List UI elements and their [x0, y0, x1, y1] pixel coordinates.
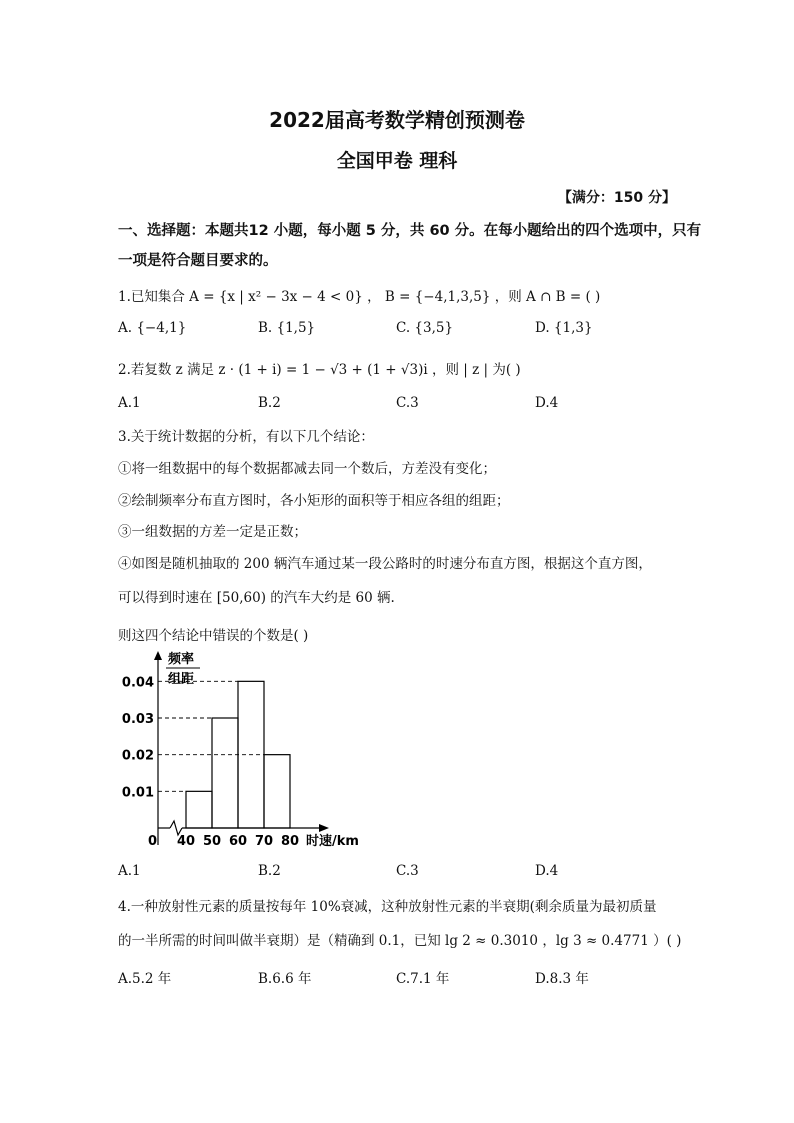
q4-option-c: C.7.1 年	[396, 971, 450, 987]
full-score: 【满分：150 分】	[557, 190, 676, 206]
y-tick-label-0.02: 0.02	[121, 748, 154, 764]
histogram-bar-50-60	[212, 718, 238, 828]
q3-item-3: ③一组数据的方差一定是正数；	[118, 524, 307, 540]
x-tick-label-70: 70	[254, 834, 274, 849]
y-axis-arrow	[154, 651, 162, 660]
y-label-top: 频率	[168, 652, 195, 667]
paper-title: 2022届高考数学精创预测卷	[269, 108, 525, 132]
origin-label: 0	[148, 834, 158, 849]
y-label-bottom: 组距	[168, 672, 195, 687]
x-tick-label-50: 50	[202, 834, 222, 849]
q1-option-a: A. {−4,1}	[118, 320, 187, 336]
q2-option-b: B.2	[258, 395, 281, 411]
q3-item-1: ①将一组数据中的每个数据都减去同一个数后，方差没有变化；	[118, 461, 496, 477]
q2-stem: 2.若复数 z 满足 z · (1 + i) = 1 − √3 + (1 + √3)i ，则 | z | 为( )	[118, 362, 521, 378]
q3-option-c: C.3	[396, 863, 419, 879]
speed-histogram	[110, 645, 370, 855]
q2-option-c: C.3	[396, 395, 419, 411]
q4-stem-line2: 的一半所需的时间叫做半衰期）是（精确到 0.1，已知 lg 2 ≈ 0.3010 ，lg 3 ≈ 0.4771 ）( )	[118, 933, 682, 949]
q4-option-d: D.8.3 年	[535, 971, 589, 987]
q3-item-2: ②绘制频率分布直方图时，各小矩形的面积等于相应各组的组距；	[118, 493, 510, 509]
paper-subtitle: 全国甲卷 理科	[336, 150, 458, 172]
q3-option-b: B.2	[258, 863, 281, 879]
q4-option-b: B.6.6 年	[258, 971, 312, 987]
q2-option-d: D.4	[535, 395, 559, 411]
q3-ask: 则这四个结论中错误的个数是( )	[118, 628, 309, 644]
histogram-bar-40-50	[186, 791, 212, 828]
axis-break-mark	[170, 821, 182, 835]
q4-option-a: A.5.2 年	[118, 971, 172, 987]
y-tick-label-0.03: 0.03	[121, 712, 154, 727]
q4-stem-line1: 4.一种放射性元素的质量按每年 10%衰减，这种放射性元素的半衰期(剩余质量为最初质量	[118, 899, 657, 915]
section-1-heading-line2: 一项是符合题目要求的。	[118, 253, 278, 269]
q3-option-a: A.1	[118, 863, 141, 879]
section-1-heading-line1: 一、选择题：本题共12 小题，每小题 5 分，共 60 分。在每小题给出的四个选项中，只有	[118, 223, 702, 239]
q3-item-4: ④如图是随机抽取的 200 辆汽车通过某一段公路时的时速分布直方图，根据这个直方图，	[118, 556, 652, 572]
q2-option-a: A.1	[118, 395, 141, 411]
x-axis-arrow	[319, 824, 329, 832]
x-tick-label-40: 40	[176, 834, 196, 849]
x-tick-label-80: 80	[280, 834, 300, 849]
q1-stem: 1.已知集合 A = {x | x² − 3x − 4 < 0} ， B = {−4,1,3,5} ，则 A ∩ B = ( )	[118, 289, 601, 305]
y-tick-label-0.04: 0.04	[121, 675, 154, 691]
q3-stem: 3.关于统计数据的分析，有以下几个结论：	[118, 429, 374, 445]
histogram-bar-70-80	[264, 755, 290, 828]
q1-option-d: D. {1,3}	[535, 320, 593, 336]
x-axis-label: 时速/km	[306, 834, 359, 849]
q3-item-4-continued: 可以得到时速在 [50,60) 的汽车大约是 60 辆.	[118, 590, 395, 606]
x-tick-label-60: 60	[228, 834, 248, 849]
q1-option-b: B. {1,5}	[258, 320, 316, 336]
q1-option-c: C. {3,5}	[396, 320, 454, 336]
y-tick-label-0.01: 0.01	[121, 785, 154, 801]
q3-option-d: D.4	[535, 863, 559, 879]
